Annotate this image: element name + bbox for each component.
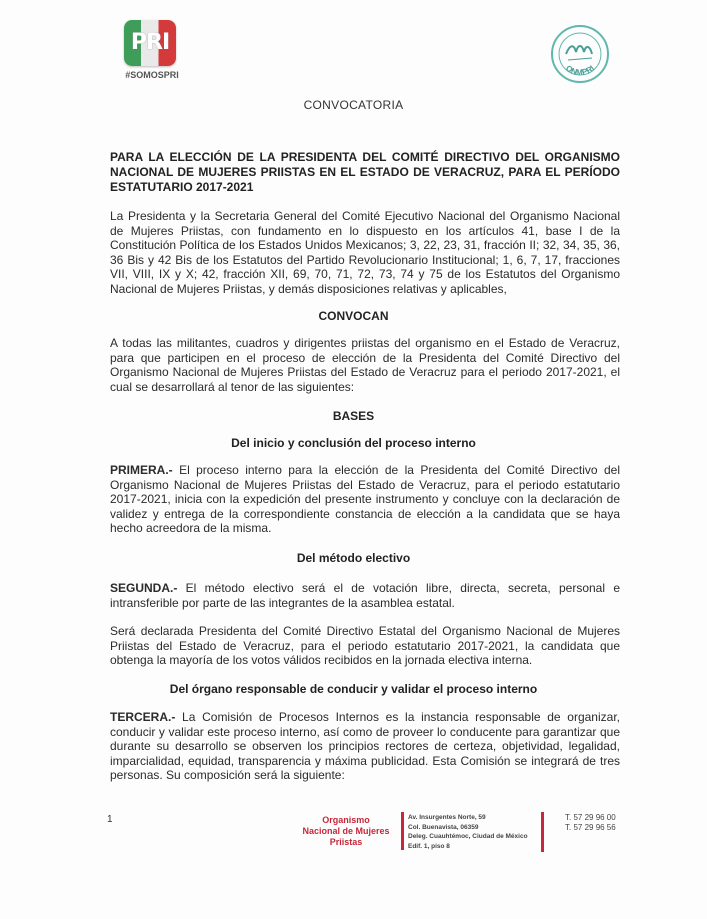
footer-org-line3: Priistas	[329, 837, 363, 847]
pri-logo-letters: PRI	[130, 30, 170, 55]
onmpri-logo-text: ONMPRI	[564, 63, 596, 77]
footer-org-line1: Organismo	[322, 815, 370, 825]
footer-tel2: T. 57 29 96 56	[565, 823, 616, 832]
segunda-extra-paragraph: Será declarada Presidenta del Comité Directivo Estatal del Organismo Nacional de Mujeres Priistas del Estado de Veracruz, para el periodo estatutario 2017-2021, la candidata que obtenga la mayoría de los votos válidos recibidos en la jornada electiva interna.	[110, 624, 620, 668]
footer-addr-line1: Av. Insurgentes Norte, 59	[408, 814, 486, 821]
segunda-text: El método electivo será el de votación libre, directa, secreta, personal e intransferible por parte de las integrantes de la asamblea estatal.	[110, 581, 620, 610]
footer-addr-line3: Deleg. Cuauhtémoc, Ciudad de México	[408, 833, 528, 840]
svg-text:ONMPRI	[564, 64, 596, 77]
segunda-lead: SEGUNDA.-	[110, 581, 178, 595]
footer-organization	[296, 815, 396, 848]
footer-org-line2: Nacional de Mujeres	[302, 826, 390, 836]
footer-addr-line4: Edif. 1, piso 8	[408, 842, 450, 850]
primera-lead: PRIMERA.-	[110, 463, 173, 477]
pri-logo	[116, 20, 188, 84]
footer-divider-left	[401, 812, 404, 850]
tercera-lead: TERCERA.-	[110, 710, 176, 724]
page-number: 1	[107, 814, 113, 825]
document-heading: PARA LA ELECCIÓN DE LA PRESIDENTA DEL COMITÉ DIRECTIVO DEL ORGANISMO NACIONAL DE MUJERES PRIISTAS EN EL ESTADO DE VERACRUZ, PARA EL PERÍODO ESTATUTARIO 2017-2021	[110, 150, 620, 194]
onmpri-emblem-icon	[550, 24, 610, 84]
onmpri-logo	[550, 24, 610, 84]
bases-heading: BASES	[332, 409, 375, 423]
footer-addr-line2: Col. Buenavista, 06359	[408, 823, 479, 831]
primera-text: El proceso interno para la elección de la Presidenta del Comité Directivo del Organismo Nacional de Mujeres Priistas del Estado de Veracruz, para el periodo estatutario 2017-2021, inicia con la expedición del presente instrumento y concluye con la declaración de validez y entrega de la correspondiente constancia de elección a la candidata que se haya hecho acreedora de la misma.	[110, 463, 620, 536]
convocan-paragraph: A todas las militantes, cuadros y dirigentes priistas del organismo en el Estado de Veracruz, para que participen en el proceso de elección de la Presidenta del Comité Directivo del Organismo Nacional de Mujeres Priistas del Estado de Veracruz para el periodo 2017-2021, el cual se desarrollará al tenor de las siguientes:	[110, 336, 620, 394]
intro-paragraph: La Presidenta y la Secretaria General del Comité Ejecutivo Nacional del Organismo Nacional de Mujeres Priistas, con fundamento en lo dispuesto en los artículos 41, base I de la Constitución Política de los Estados Unidos Mexicanos; 3, 22, 23, 31, fracción II; 32, 34, 35, 36, 36 Bis y 42 Bis de los Estatutos del Partido Revolucionario Institucional; 1, 6, 7, 17, fracciones VII, VIII, IX y X; 42, fracción XII, 69, 70, 71, 72, 73, 74 y 75 de los Estatutos del Organismo Nacional de Mujeres Priistas, y demás disposiciones relativas y aplicables,	[110, 209, 620, 296]
footer-divider-right	[541, 812, 544, 852]
tercera-paragraph	[110, 710, 620, 783]
tercera-text: La Comisión de Procesos Internos es la instancia responsable de organizar, conducir y validar este proceso interno, así como de proveer lo conducente para garantizar que durante su desarrollo se observen los principios rectores de certeza, objetividad, legalidad, imparcialidad, equidad, transparencia y máxima publicidad. Esta Comisión se integrará de tres personas. Su composición será la siguiente:	[110, 710, 620, 783]
footer-phones	[565, 813, 616, 833]
segunda-paragraph	[110, 581, 620, 610]
primera-paragraph	[110, 463, 620, 536]
footer-address	[408, 813, 538, 851]
section-title-organo: Del órgano responsable de conducir y validar el proceso interno	[169, 682, 538, 696]
footer-tel1: T. 57 29 96 00	[565, 813, 616, 822]
section-title-metodo: Del método electivo	[296, 551, 411, 565]
section-title-inicio: Del inicio y conclusión del proceso interno	[231, 436, 476, 450]
document-title: CONVOCATORIA	[303, 98, 404, 112]
pri-hashtag: #SOMOSPRI	[125, 70, 179, 80]
convocan-heading: CONVOCAN	[318, 309, 389, 323]
